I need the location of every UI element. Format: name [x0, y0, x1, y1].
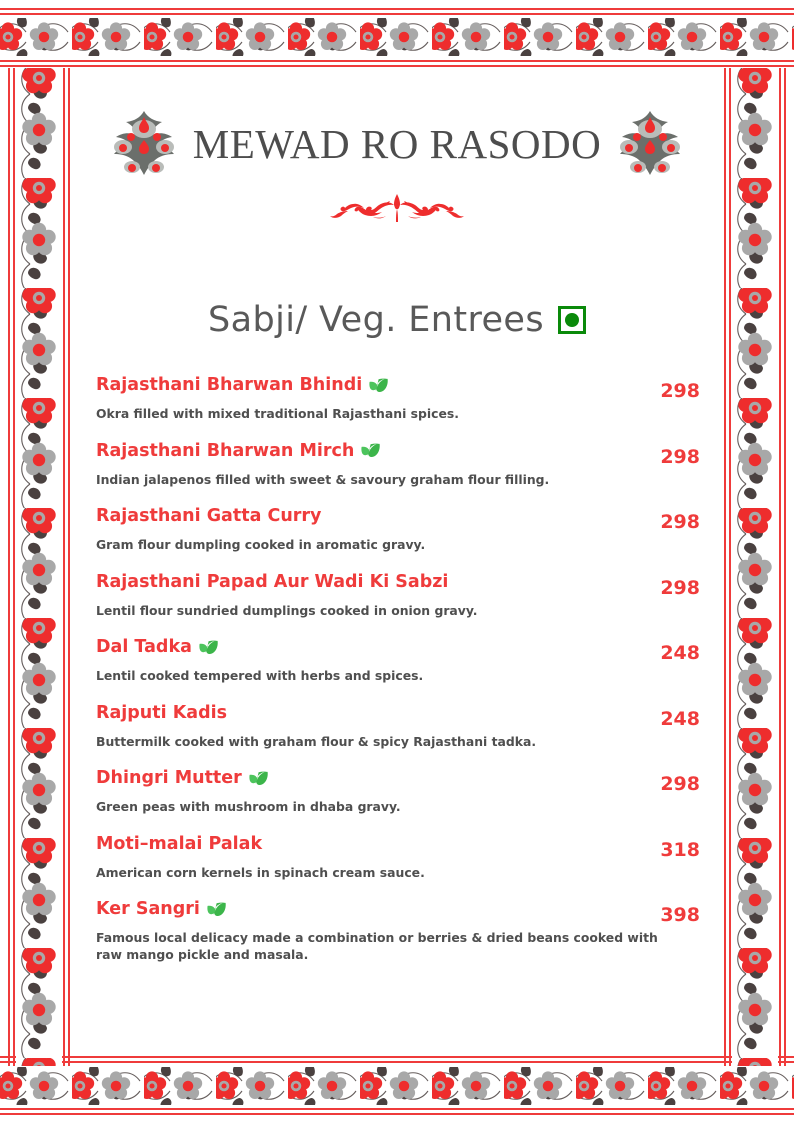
menu-item-description: Lentil cooked tempered with herbs and spices.	[96, 668, 424, 683]
outer-rule-bottom-1	[0, 1108, 794, 1110]
menu-item-name-text: Rajputi Kadis	[96, 702, 228, 723]
menu-item-name	[96, 900, 226, 920]
menu-item-name	[96, 769, 268, 789]
outer-rule-left-1	[8, 68, 10, 1066]
menu-item[interactable]	[96, 835, 700, 882]
inner-rule-bottom-2	[0, 1061, 794, 1063]
menu-item-name	[96, 507, 321, 527]
menu-item-row	[96, 638, 700, 664]
section-title: Sabji/ Veg. Entrees	[207, 300, 544, 340]
veg-leaf-icon	[361, 443, 380, 459]
menu-item-row	[96, 507, 700, 533]
menu-item-description: Famous local delicacy made a combination or berries & dried beans cooked with raw mango pickle and masala.	[96, 930, 658, 962]
menu-item-row	[96, 442, 700, 468]
outer-rule-left-2	[13, 68, 15, 1066]
menu-item-name	[96, 704, 227, 724]
menu-item-description: Indian jalapenos filled with sweet & savoury graham flour filling.	[96, 471, 550, 487]
veg-symbol-dot	[565, 313, 579, 327]
menu-item-price: 398	[660, 904, 700, 926]
menu-item[interactable]	[96, 769, 700, 816]
menu-item-price: 298	[660, 445, 700, 468]
menu-item[interactable]	[96, 507, 700, 554]
menu-item[interactable]	[96, 442, 700, 489]
menu-content-panel	[80, 80, 714, 1043]
menu-item-name-text: Rajasthani Bharwan Bhindi	[96, 375, 363, 395]
outer-rule-right-2	[779, 68, 781, 1066]
menu-item[interactable]	[96, 900, 700, 963]
veg-leaf-icon	[369, 378, 388, 394]
menu-item-description: Okra filled with mixed traditional Rajasthani spices.	[96, 406, 459, 421]
menu-item-name-text: Moti–malai Palak	[96, 833, 263, 854]
damask-ornament-right-icon	[607, 107, 693, 181]
outer-rule-bottom-2	[0, 1113, 794, 1115]
veg-symbol-icon	[558, 306, 586, 334]
menu-item[interactable]	[96, 638, 700, 685]
outer-rule-right-1	[784, 68, 786, 1066]
menu-item-price: 298	[660, 511, 700, 533]
menu-item-name	[96, 442, 380, 462]
veg-leaf-icon	[199, 640, 218, 656]
menu-item-row	[96, 376, 700, 402]
menu-item-name-text: Dhingri Mutter	[96, 768, 242, 788]
veg-leaf-icon	[249, 771, 268, 787]
menu-header	[80, 80, 714, 200]
menu-item[interactable]	[96, 704, 700, 751]
menu-item-description: Buttermilk cooked with graham flour & spicy Rajasthani tadka.	[96, 733, 537, 749]
menu-item-row	[96, 769, 700, 795]
menu-item-price: 318	[660, 838, 700, 861]
section-heading	[80, 300, 714, 340]
veg-leaf-icon	[207, 902, 226, 918]
menu-item[interactable]	[96, 376, 700, 423]
menu-item-name	[96, 638, 218, 658]
menu-item-price: 298	[660, 773, 700, 795]
menu-item-name-text: Rajasthani Bharwan Mirch	[96, 440, 355, 461]
border-band-left	[16, 68, 62, 1066]
inner-rule-top-1	[0, 60, 794, 62]
page-title: MEWAD RO RASODO	[192, 121, 602, 167]
menu-item-name-text: Rajasthani Papad Aur Wadi Ki Sabzi	[96, 571, 449, 592]
menu-item-name-text: Rajasthani Gatta Curry	[96, 506, 322, 526]
inner-rule-left-1	[63, 68, 65, 1066]
menu-item-price: 248	[660, 707, 700, 730]
menu-item[interactable]	[96, 573, 700, 620]
damask-ornament-left-icon	[101, 107, 187, 181]
inner-rule-right-2	[724, 68, 726, 1066]
menu-item-description: Lentil flour sundried dumplings cooked in onion gravy.	[96, 602, 478, 618]
menu-item-name	[96, 835, 262, 855]
inner-rule-bottom-1	[0, 1056, 794, 1058]
menu-item-row	[96, 900, 700, 926]
outer-rule-top-1	[0, 8, 794, 10]
menu-item-price: 298	[660, 576, 700, 599]
border-band-top	[0, 18, 794, 56]
menu-item-description: Gram flour dumpling cooked in aromatic gravy.	[96, 537, 426, 552]
outer-rule-top-2	[0, 13, 794, 15]
inner-rule-right-1	[729, 68, 731, 1066]
menu-item-price: 248	[660, 642, 700, 664]
menu-item-row	[96, 704, 700, 730]
border-band-bottom	[0, 1067, 794, 1105]
inner-rule-top-2	[0, 65, 794, 67]
menu-item-description: Green peas with mushroom in dhaba gravy.	[96, 799, 401, 814]
menu-item-row	[96, 573, 700, 599]
menu-item-description: American corn kernels in spinach cream sauce.	[96, 864, 425, 880]
inner-rule-left-2	[68, 68, 70, 1066]
border-band-right	[732, 68, 778, 1066]
menu-item-name-text: Ker Sangri	[96, 899, 200, 919]
menu-item-row	[96, 835, 700, 861]
menu-item-price: 298	[660, 380, 700, 402]
menu-item-name	[96, 573, 448, 593]
menu-item-name-text: Dal Tadka	[96, 637, 192, 657]
menu-item-list	[80, 376, 714, 963]
menu-item-name	[96, 376, 388, 396]
